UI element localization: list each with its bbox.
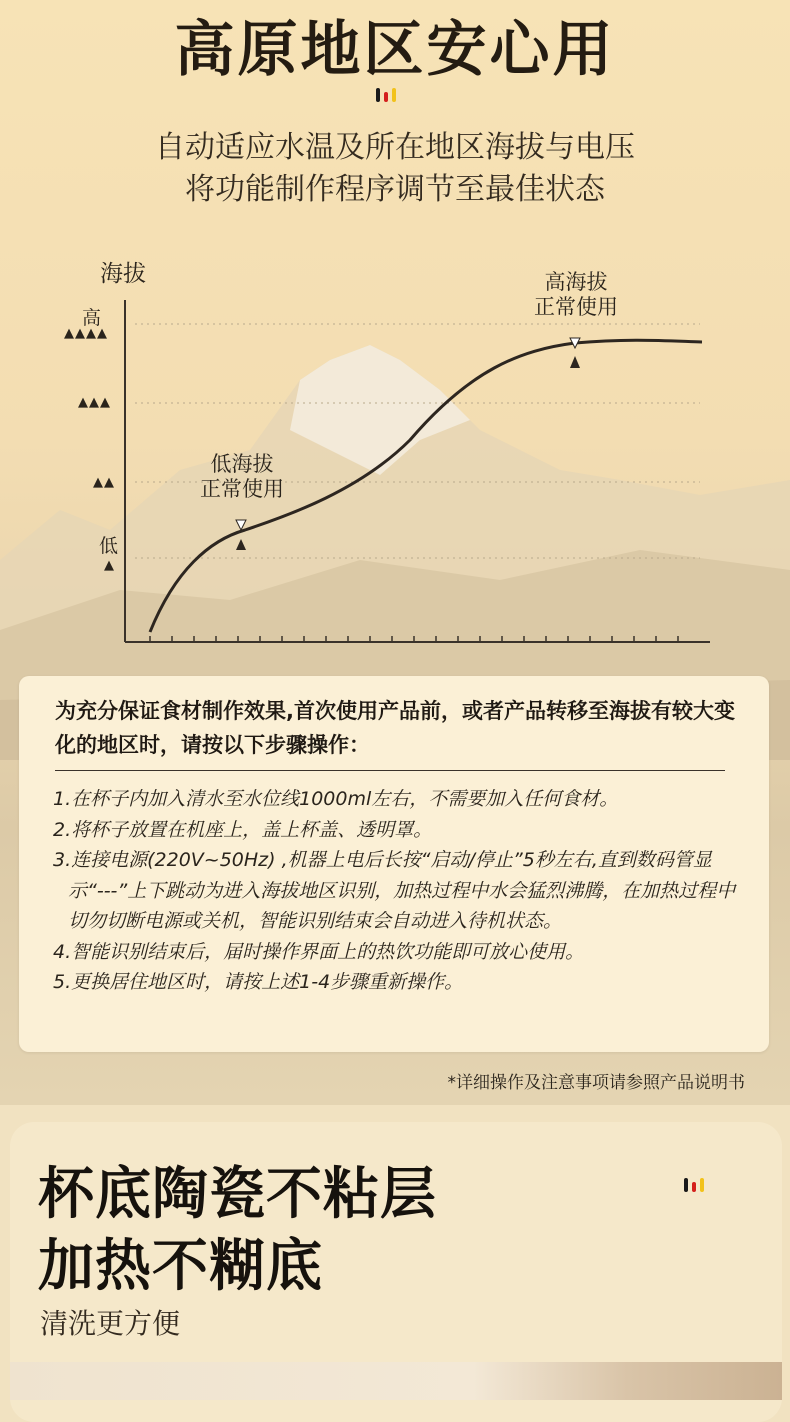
high-altitude-annotation [524,270,628,320]
level-2-mark: ▲▲ [93,475,115,490]
low-altitude-line1: 低海拔 [210,452,274,476]
footnote: *详细操作及注意事项请参照产品说明书 [447,1073,745,1093]
feature-title-line-2: 加热不糊底 [38,1234,323,1299]
low-altitude-marker [236,520,246,550]
feature-title-line-1: 杯底陶瓷不粘层 [38,1162,437,1227]
step-item: 3.连接电源(220V~50Hz) ,机器上电后长按“启动/停止”5秒左右,直到数码管显示“---”上下跳动为进入海拔地区识别，加热过程中水会猛烈沸腾，在加热过程中切勿切断电源或关机，智能识别结束会自动进入待机状态。 [53,849,736,932]
step-item: 4.智能识别结束后，届时操作界面上的热饮功能即可放心使用。 [53,940,585,963]
level-3-mark: ▲▲▲ [78,395,111,410]
level-4-mark: ▲▲▲▲ [64,326,108,341]
step-item: 2.将杯子放置在机座上，盖上杯盖、透明罩。 [53,818,433,841]
feature-subtitle: 清洗更方便 [40,1307,181,1340]
high-altitude-line2: 正常使用 [534,295,618,319]
subtitle-line-2: 将功能制作程序调节至最佳状态 [185,172,605,207]
page-title: 高原地区安心用 [174,15,616,85]
low-label: 低 [99,535,119,557]
divider [55,770,725,771]
high-altitude-line1: 高海拔 [544,270,608,294]
instruction-heading: 为充分保证食材制作效果,首次使用产品前，或者产品转移至海拔有较大变化的地区时，请按以下步骤操作： [55,699,735,757]
step-item: 1.在杯子内加入清水至水位线1000ml左右，不需要加入任何食材。 [53,788,619,810]
altitude-axis-label: 海拔 [100,261,146,287]
flag-accent-icon [684,1178,704,1192]
low-altitude-annotation [190,452,294,502]
subtitle-line-1: 自动适应水温及所在地区海拔与电压 [155,130,635,165]
altitude-chart [0,0,790,680]
high-label: 高 [82,307,102,329]
level-1-mark: ▲ [104,558,115,573]
product-photo [10,1362,782,1400]
instruction-card [19,676,769,1052]
instruction-steps [53,784,743,998]
step-item: 5.更换居住地区时，请按上述1-4步骤重新操作。 [53,971,464,993]
low-altitude-line2: 正常使用 [200,477,284,501]
